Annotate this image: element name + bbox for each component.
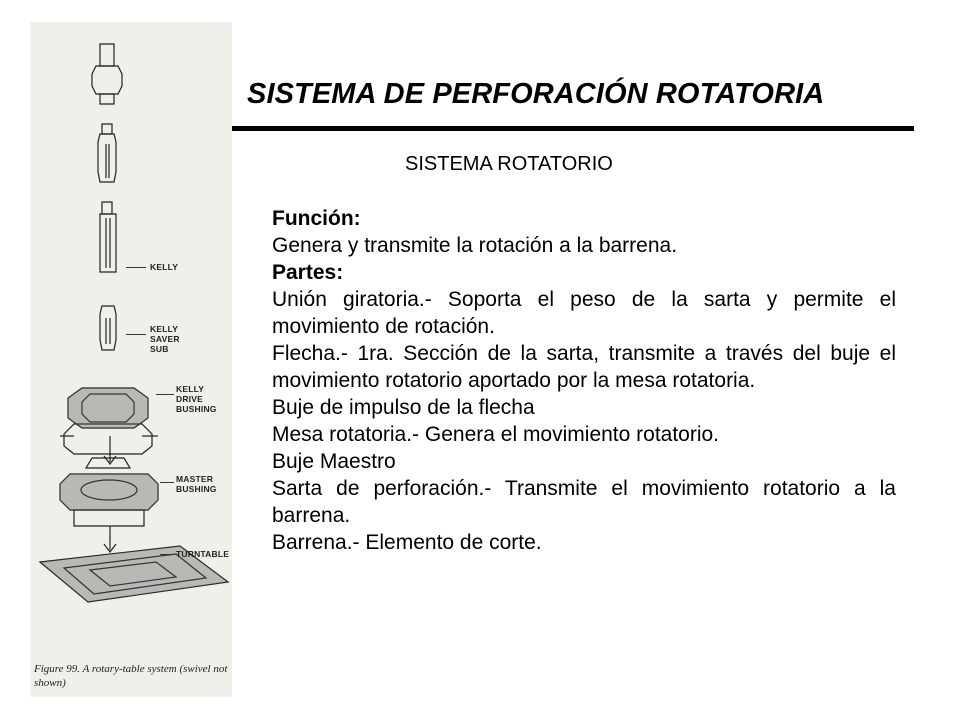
turntable-leader [160, 554, 174, 555]
figure-number: Figure 99. [34, 663, 81, 675]
label-turntable: TURNTABLE [176, 549, 230, 559]
label-line: BUSHING [176, 404, 217, 414]
part-item: Barrena.- Elemento de corte. [272, 531, 542, 554]
section-subtitle: SISTEMA ROTATORIO [405, 153, 613, 175]
kelly-leader [126, 267, 146, 268]
figure-caption-text: A rotary-table system (swivel not shown) [34, 663, 228, 689]
label-line: SUB [150, 344, 169, 354]
rotary-table-illustration [30, 22, 232, 697]
label-kelly-drive-bushing [176, 384, 217, 414]
figure-caption [34, 662, 230, 690]
part-item: Flecha.- 1ra. Sección de la sarta, transmite a través del buje el movimiento rotatorio aportado por la mesa rotatoria. [272, 342, 896, 392]
label-master-bushing [176, 474, 217, 494]
rotary-table-drawing [30, 22, 232, 662]
label-line: BUSHING [176, 484, 217, 494]
drive-bushing-leader [156, 394, 174, 395]
part-item: Buje Maestro [272, 450, 396, 473]
label-kelly-saver-sub [150, 324, 180, 354]
part-item: Sarta de perforación.- Transmite el movimiento rotatorio a la barrena. [272, 477, 896, 527]
master-bushing-leader [160, 482, 174, 483]
label-line: KELLY [176, 384, 205, 394]
label-line: DRIVE [176, 394, 203, 404]
part-item: Mesa rotatoria.- Genera el movimiento rotatorio. [272, 423, 720, 446]
title-underline [232, 126, 914, 131]
funcion-heading: Función: [272, 207, 361, 230]
page-title: SISTEMA DE PERFORACIÓN ROTATORIA [247, 78, 825, 110]
label-line: MASTER [176, 474, 214, 484]
funcion-text: Genera y transmite la rotación a la barrena. [272, 234, 678, 257]
saver-sub-leader [126, 334, 146, 335]
partes-heading: Partes: [272, 261, 344, 284]
label-kelly: KELLY [150, 262, 179, 272]
label-line: SAVER [150, 334, 180, 344]
part-item: Unión giratoria.- Soporta el peso de la sarta y permite el movimiento de rotación. [272, 288, 896, 338]
part-item: Buje de impulso de la flecha [272, 396, 535, 419]
label-line: KELLY [150, 324, 179, 334]
body-text [272, 205, 896, 556]
